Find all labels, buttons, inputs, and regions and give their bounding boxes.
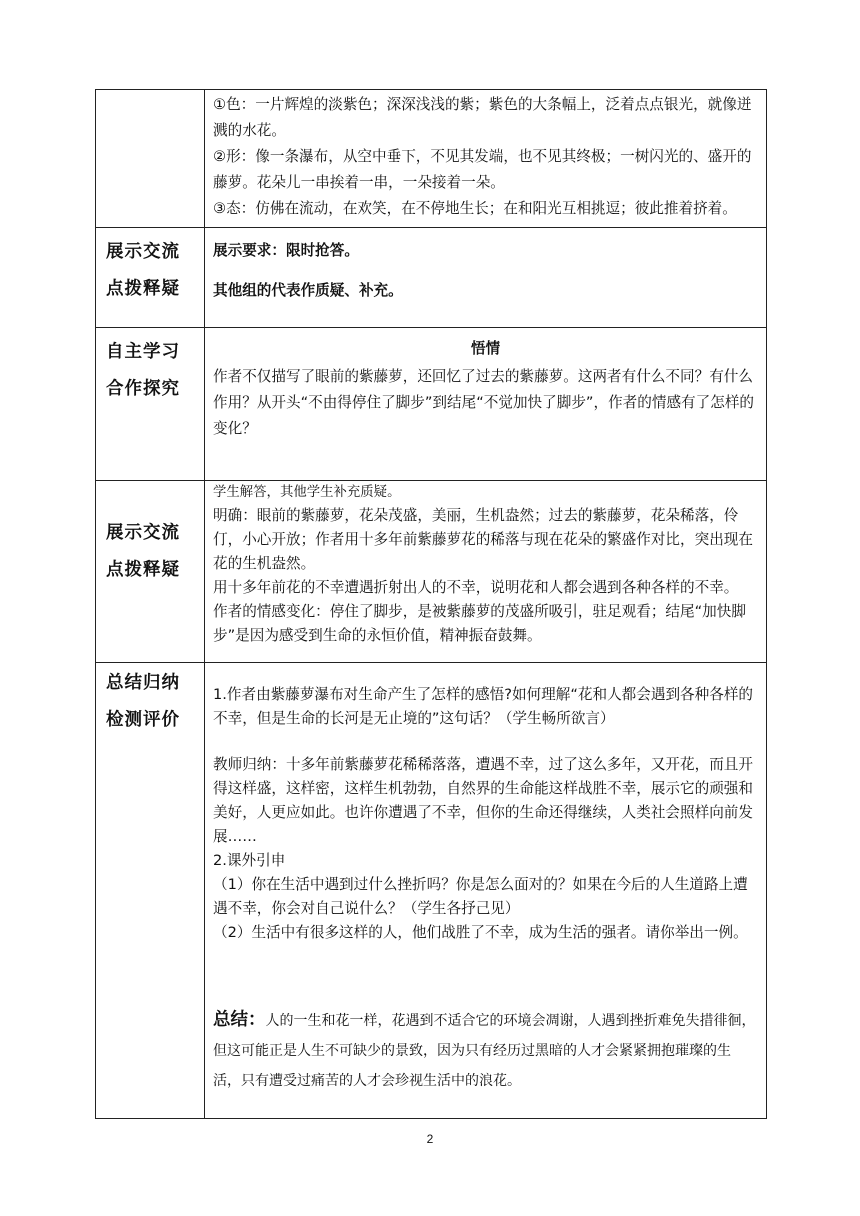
table-row bbox=[96, 663, 767, 1119]
page-number: 2 bbox=[426, 1132, 434, 1146]
row-label-line: 自主学习 bbox=[106, 342, 180, 362]
row-content bbox=[205, 328, 767, 481]
table-row bbox=[96, 228, 767, 328]
teacher-summary: 教师归纳：十多年前紫藤萝花稀稀落落，遭遇不幸，过了这么多年，又开花，而且开得这样盛，这样密，这样生机勃勃，自然界的生命能这样战胜不幸，展示它的顽强和美好，人更应如此。也许你遭遇了不幸，但你的生命还得继续，人类社会照样向前发展…… bbox=[213, 756, 753, 845]
text-line: 明确：眼前的紫藤萝，花朵茂盛，美丽，生机盎然；过去的紫藤萝，花朵稀落，伶仃，小心开放；作者用十多年前紫藤萝花的稀落与现在花朵的繁盛作对比，突出现在花的生机盎然。 bbox=[213, 507, 753, 572]
text-line: ①色：一片辉煌的淡紫色；深深浅浅的紫；紫色的大条幅上，泛着点点银光，就像迸溅的水花。 bbox=[213, 96, 752, 139]
display-requirement: 展示要求：限时抢答。 bbox=[213, 242, 359, 259]
row-label bbox=[96, 663, 205, 1119]
extension-heading: 2.课外引申 bbox=[213, 852, 286, 869]
table-row bbox=[96, 90, 767, 228]
section-heading: 悟情 bbox=[470, 340, 501, 357]
text-line: 作者的情感变化：停住了脚步，是被紫藤萝的茂盛所吸引，驻足观看；结尾“加快脚步”是因为感受到生命的永恒价值，精神振奋鼓舞。 bbox=[213, 603, 746, 644]
summary-text: 人的一生和花一样，花遇到不适合它的环境会凋谢，人遇到挫折难免失措徘徊，但这可能正是人生不可缺少的景致，因为只有经历过黑暗的人才会紧紧拥抱璀璨的生活，只有遭受过痛苦的人才会珍视生活中的浪花。 bbox=[213, 1013, 756, 1089]
question-text: 作者不仅描写了眼前的紫藤萝，还回忆了过去的紫藤萝。这两者有什么不同？有什么作用？从开头“不由得停住了脚步”到结尾“不觉加快了脚步”，作者的情感有了怎样的变化？ bbox=[213, 368, 755, 437]
table-row bbox=[96, 328, 767, 481]
extension-q2: （2）生活中有很多这样的人，他们战胜了不幸，成为生活的强者。请你举出一例。 bbox=[213, 924, 748, 941]
row-label-line: 总结归纳 bbox=[106, 673, 180, 693]
row-label-line: 点拨释疑 bbox=[106, 560, 180, 580]
row-label-line: 点拨释疑 bbox=[106, 279, 180, 299]
row-content bbox=[205, 90, 767, 228]
row-label-line: 合作探究 bbox=[106, 379, 180, 399]
text-line: ③态：仿佛在流动，在欢笑，在不停地生长；在和阳光互相挑逗；彼此推着挤着。 bbox=[213, 200, 737, 217]
display-note: 其他组的代表作质疑、补充。 bbox=[213, 282, 403, 299]
row-label-line: 展示交流 bbox=[106, 242, 180, 262]
table-row bbox=[96, 481, 767, 663]
question-1: 1.作者由紫藤萝瀑布对生命产生了怎样的感悟?如何理解“花和人都会遇到各种各样的不幸，但是生命的长河是无止境的”这句话？（学生畅所欲言） bbox=[213, 686, 754, 727]
row-label bbox=[96, 481, 205, 663]
row-label-empty bbox=[96, 90, 205, 228]
text-line: 学生解答，其他学生补充质疑。 bbox=[213, 485, 401, 500]
extension-q1: （1）你在生活中遇到过什么挫折吗？你是怎么面对的？如果在今后的人生道路上遭遇不幸，你会对自己说什么？（学生各抒己见） bbox=[213, 876, 748, 917]
lesson-plan-table bbox=[95, 89, 767, 1119]
summary-label: 总结： bbox=[213, 1010, 266, 1030]
text-line: ②形：像一条瀑布，从空中垂下，不见其发端，也不见其终极；一树闪光的、盛开的藤萝。花朵儿一串挨着一串，一朵接着一朵。 bbox=[213, 148, 752, 191]
row-label bbox=[96, 328, 205, 481]
row-label bbox=[96, 228, 205, 328]
text-line: 用十多年前花的不幸遭遇折射出人的不幸，说明花和人都会遇到各种各样的不幸。 bbox=[213, 579, 739, 596]
row-label-line: 检测评价 bbox=[106, 710, 180, 730]
row-label-line: 展示交流 bbox=[106, 523, 180, 543]
summary-paragraph bbox=[213, 1005, 758, 1096]
row-content bbox=[205, 481, 767, 663]
row-content bbox=[205, 228, 767, 328]
row-content bbox=[205, 663, 767, 1119]
